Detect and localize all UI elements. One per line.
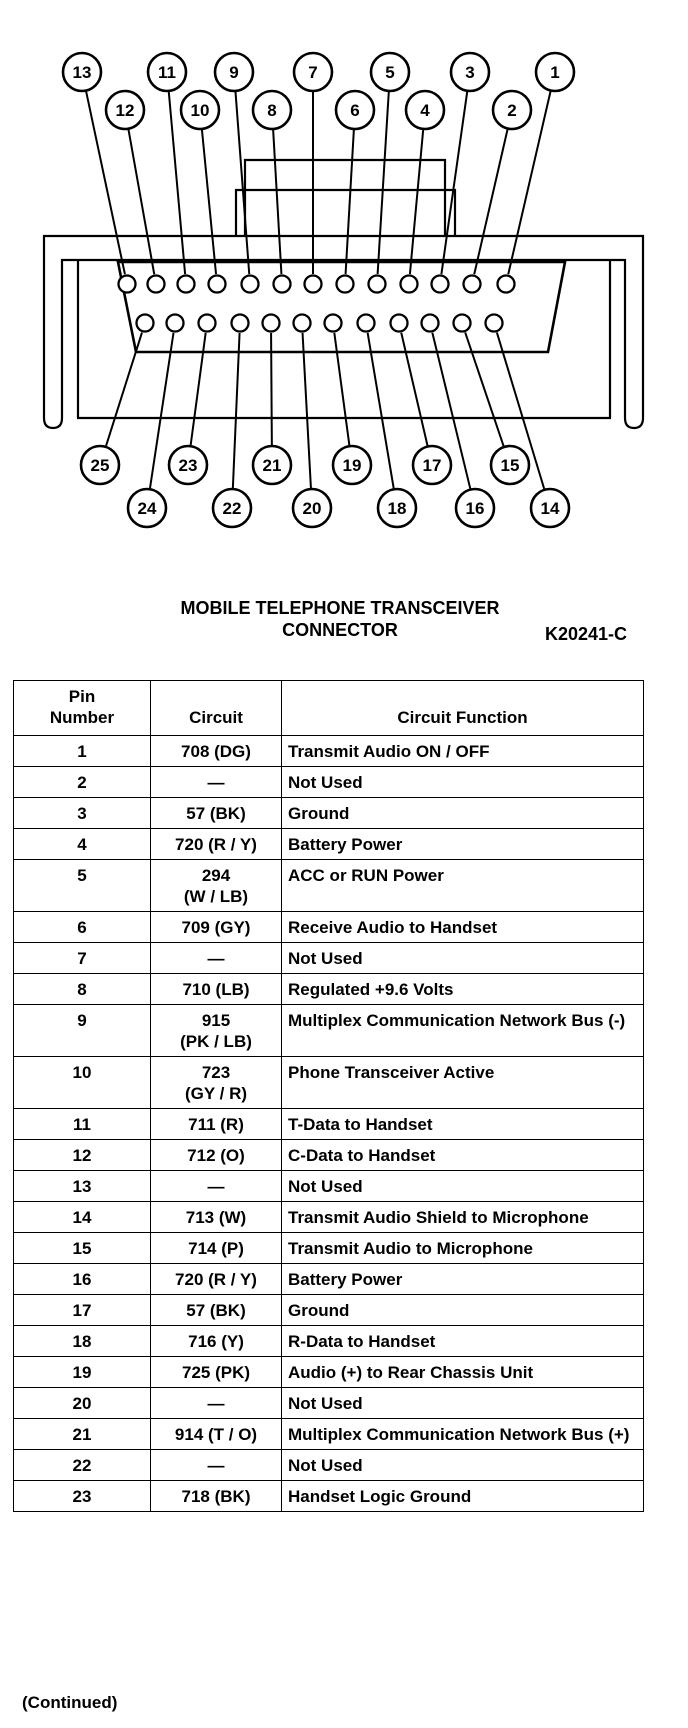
pin-hole-21 — [263, 315, 280, 332]
circuit-function-cell: Multiplex Communication Network Bus (+) — [282, 1419, 644, 1450]
pin-number-cell: 22 — [14, 1450, 151, 1481]
circuit-cell: 710 (LB) — [151, 974, 282, 1005]
table-row — [14, 1140, 644, 1171]
pin-number-cell: 23 — [14, 1481, 151, 1512]
pin-hole-15 — [454, 315, 471, 332]
pin-number-cell: 8 — [14, 974, 151, 1005]
pin-callout-label-6: 6 — [350, 101, 360, 120]
circuit-function-cell: Regulated +9.6 Volts — [282, 974, 644, 1005]
circuit-function-cell: Not Used — [282, 1388, 644, 1419]
pin-hole-1 — [498, 276, 515, 293]
table-row — [14, 829, 644, 860]
pin-hole-6 — [337, 276, 354, 293]
leader-line-pin-19 — [334, 333, 349, 445]
pin-hole-19 — [325, 315, 342, 332]
pin-hole-20 — [294, 315, 311, 332]
table-row — [14, 767, 644, 798]
pin-hole-7 — [305, 276, 322, 293]
pin-number-cell: 13 — [14, 1171, 151, 1202]
connector-housing — [44, 160, 643, 428]
pin-callout-label-25: 25 — [90, 456, 110, 475]
pin-callout-label-14: 14 — [540, 499, 560, 518]
table-row — [14, 974, 644, 1005]
table-row — [14, 1264, 644, 1295]
pin-callout-label-13: 13 — [72, 63, 92, 82]
pin-number-cell: 15 — [14, 1233, 151, 1264]
pin-callout-label-15: 15 — [500, 456, 520, 475]
pin-callout-label-4: 4 — [420, 101, 430, 120]
circuit-function-cell: Multiplex Communication Network Bus (-) — [282, 1005, 644, 1057]
pin-callout-label-10: 10 — [190, 101, 210, 120]
table-row — [14, 1233, 644, 1264]
pin-number-cell: 9 — [14, 1005, 151, 1057]
leader-line-pin-12 — [129, 130, 155, 274]
table-row — [14, 1295, 644, 1326]
pin-callout-label-24: 24 — [137, 499, 157, 518]
circuit-function-cell: Ground — [282, 798, 644, 829]
circuit-cell: 720 (R / Y) — [151, 829, 282, 860]
leader-line-pin-25 — [106, 333, 142, 446]
table-row — [14, 798, 644, 829]
circuit-cell: 294 (W / LB) — [151, 860, 282, 912]
circuit-function-cell: Transmit Audio Shield to Microphone — [282, 1202, 644, 1233]
leader-line-pin-21 — [271, 333, 272, 445]
pin-callout-label-12: 12 — [115, 101, 135, 120]
pin-hole-4 — [401, 276, 418, 293]
connector-pins — [119, 276, 515, 332]
circuit-cell: — — [151, 1388, 282, 1419]
table-row — [14, 860, 644, 912]
pin-hole-25 — [137, 315, 154, 332]
circuit-function-cell: Receive Audio to Handset — [282, 912, 644, 943]
circuit-function-cell: T-Data to Handset — [282, 1109, 644, 1140]
pin-hole-9 — [242, 276, 259, 293]
pin-callout-label-22: 22 — [222, 499, 242, 518]
circuit-function-cell: R-Data to Handset — [282, 1326, 644, 1357]
pin-number-cell: 17 — [14, 1295, 151, 1326]
circuit-cell: 915 (PK / LB) — [151, 1005, 282, 1057]
pin-callout-label-3: 3 — [465, 63, 475, 82]
table-row — [14, 1202, 644, 1233]
pin-callout-label-9: 9 — [229, 63, 239, 82]
pin-number-cell: 21 — [14, 1419, 151, 1450]
table-row — [14, 1450, 644, 1481]
circuit-cell: — — [151, 1450, 282, 1481]
leader-line-pin-6 — [346, 130, 354, 274]
circuit-cell: 716 (Y) — [151, 1326, 282, 1357]
circuit-cell: 914 (T / O) — [151, 1419, 282, 1450]
pin-hole-22 — [232, 315, 249, 332]
pin-number-cell: 10 — [14, 1057, 151, 1109]
circuit-function-cell: Not Used — [282, 1450, 644, 1481]
table-row — [14, 1005, 644, 1057]
circuit-cell: — — [151, 1171, 282, 1202]
table-row — [14, 1357, 644, 1388]
circuit-cell: 718 (BK) — [151, 1481, 282, 1512]
pin-number-cell: 6 — [14, 912, 151, 943]
pin-hole-3 — [432, 276, 449, 293]
pin-callout-label-19: 19 — [342, 456, 362, 475]
pin-callout-label-8: 8 — [267, 101, 277, 120]
circuit-function-cell: Transmit Audio ON / OFF — [282, 736, 644, 767]
leader-line-pin-15 — [465, 332, 503, 446]
table-row — [14, 1171, 644, 1202]
circuit-cell: — — [151, 767, 282, 798]
pin-hole-10 — [209, 276, 226, 293]
pin-number-cell: 3 — [14, 798, 151, 829]
table-row — [14, 1481, 644, 1512]
pin-callout-label-5: 5 — [385, 63, 395, 82]
leader-line-pin-23 — [191, 333, 206, 445]
pin-number-cell: 12 — [14, 1140, 151, 1171]
pin-number-cell: 2 — [14, 767, 151, 798]
leader-line-pin-17 — [401, 333, 427, 446]
circuit-cell: 712 (O) — [151, 1140, 282, 1171]
circuit-function-cell: Audio (+) to Rear Chassis Unit — [282, 1357, 644, 1388]
pin-callout-label-18: 18 — [387, 499, 407, 518]
pin-hole-11 — [178, 276, 195, 293]
pin-hole-12 — [148, 276, 165, 293]
leader-line-pin-4 — [410, 130, 423, 274]
circuit-cell: 57 (BK) — [151, 1295, 282, 1326]
pin-number-cell: 11 — [14, 1109, 151, 1140]
connector-diagram — [0, 0, 688, 600]
circuit-cell: 711 (R) — [151, 1109, 282, 1140]
circuit-cell: — — [151, 943, 282, 974]
pin-hole-5 — [369, 276, 386, 293]
circuit-cell: 720 (R / Y) — [151, 1264, 282, 1295]
circuit-function-cell: Transmit Audio to Microphone — [282, 1233, 644, 1264]
pin-number-cell: 14 — [14, 1202, 151, 1233]
pin-number-cell: 1 — [14, 736, 151, 767]
pin-callout-label-23: 23 — [178, 456, 198, 475]
leader-line-pin-10 — [202, 130, 216, 274]
pin-table-header-row — [14, 681, 644, 736]
circuit-function-cell: Not Used — [282, 767, 644, 798]
circuit-cell: 709 (GY) — [151, 912, 282, 943]
pin-hole-2 — [464, 276, 481, 293]
pin-callout-label-21: 21 — [262, 456, 282, 475]
table-row — [14, 1326, 644, 1357]
pin-callout-label-20: 20 — [302, 499, 322, 518]
table-row — [14, 912, 644, 943]
table-row — [14, 943, 644, 974]
circuit-cell: 713 (W) — [151, 1202, 282, 1233]
leader-line-pin-9 — [236, 92, 250, 274]
circuit-function-cell: C-Data to Handset — [282, 1140, 644, 1171]
pin-hole-24 — [167, 315, 184, 332]
circuit-function-cell: Not Used — [282, 1171, 644, 1202]
figure-id: K20241-C — [545, 624, 628, 644]
circuit-function-cell: Not Used — [282, 943, 644, 974]
pin-number-header-text: Pin Number — [49, 687, 115, 727]
pin-hole-13 — [119, 276, 136, 293]
circuit-function-header: Circuit Function — [282, 681, 644, 736]
pin-hole-14 — [486, 315, 503, 332]
diagram-title-line1: MOBILE TELEPHONE TRANSCEIVER — [180, 598, 500, 618]
circuit-cell: 708 (DG) — [151, 736, 282, 767]
pin-number-cell: 5 — [14, 860, 151, 912]
circuit-function-cell: ACC or RUN Power — [282, 860, 644, 912]
circuit-header: Circuit — [151, 681, 282, 736]
pin-number-header — [14, 681, 151, 736]
leader-line-pin-5 — [378, 92, 389, 274]
pin-hole-23 — [199, 315, 216, 332]
pin-number-cell: 20 — [14, 1388, 151, 1419]
continued-note: (Continued) — [22, 1693, 118, 1712]
leader-line-pin-20 — [303, 333, 311, 488]
circuit-function-cell: Battery Power — [282, 1264, 644, 1295]
circuit-function-cell: Handset Logic Ground — [282, 1481, 644, 1512]
table-row — [14, 1057, 644, 1109]
table-row — [14, 736, 644, 767]
circuit-cell: 723 (GY / R) — [151, 1057, 282, 1109]
table-row — [14, 1109, 644, 1140]
circuit-cell: 725 (PK) — [151, 1357, 282, 1388]
pin-number-cell: 7 — [14, 943, 151, 974]
leader-line-pin-22 — [233, 333, 240, 488]
pin-number-cell: 16 — [14, 1264, 151, 1295]
pin-callout-label-11: 11 — [158, 63, 176, 82]
table-row — [14, 1388, 644, 1419]
circuit-function-cell: Battery Power — [282, 829, 644, 860]
circuit-cell: 714 (P) — [151, 1233, 282, 1264]
pin-table — [13, 680, 644, 1512]
pin-callout-label-16: 16 — [465, 499, 485, 518]
pin-hole-17 — [391, 315, 408, 332]
pin-number-cell: 18 — [14, 1326, 151, 1357]
pin-hole-18 — [358, 315, 375, 332]
circuit-function-cell: Phone Transceiver Active — [282, 1057, 644, 1109]
diagram-title-line2: CONNECTOR — [282, 620, 398, 640]
pin-callout-label-2: 2 — [507, 101, 517, 120]
pin-callout-label-17: 17 — [422, 456, 442, 475]
circuit-function-cell: Ground — [282, 1295, 644, 1326]
pin-number-cell: 4 — [14, 829, 151, 860]
pin-callout-label-7: 7 — [308, 63, 318, 82]
pin-hole-16 — [422, 315, 439, 332]
leader-line-pin-2 — [474, 129, 507, 274]
table-row — [14, 1419, 644, 1450]
leader-line-pin-8 — [273, 130, 281, 274]
pin-callout-label-1: 1 — [550, 63, 560, 82]
pin-hole-8 — [274, 276, 291, 293]
pin-number-cell: 19 — [14, 1357, 151, 1388]
circuit-cell: 57 (BK) — [151, 798, 282, 829]
